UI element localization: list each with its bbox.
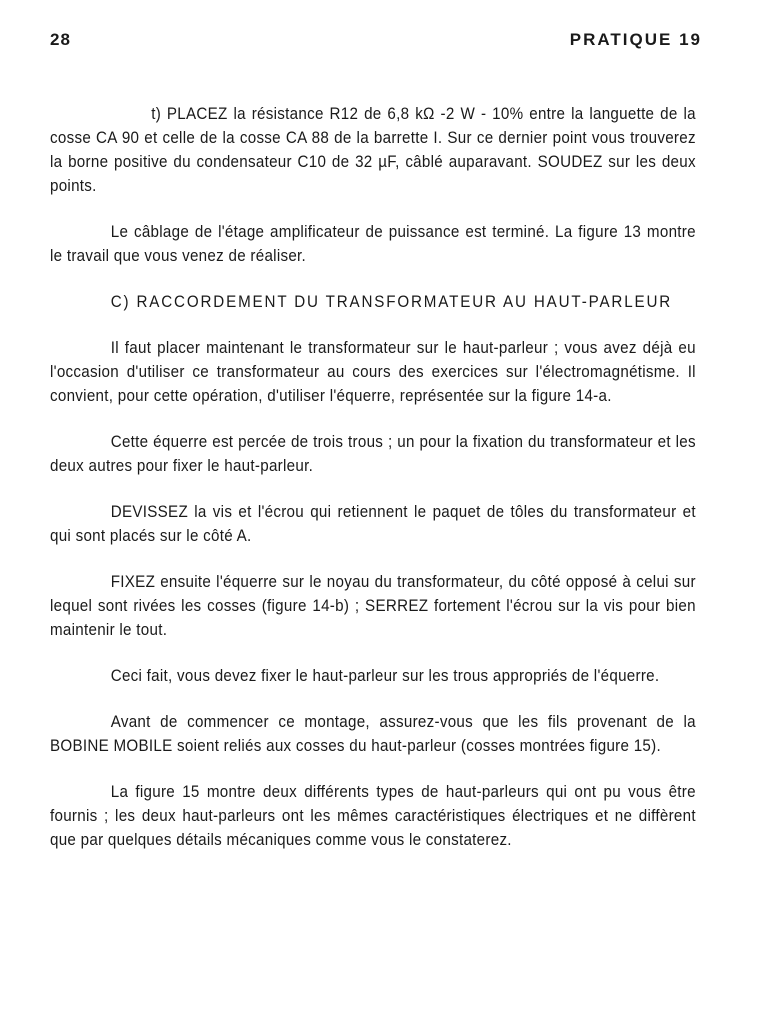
paragraph-unscrew: DEVISSEZ la vis et l'écrou qui retiennent le paquet de tôles du transformateur et qui sont placés sur le côté A. <box>50 503 696 545</box>
running-title: PRATIQUE 19 <box>569 30 702 49</box>
paragraph-fix-bracket: FIXEZ ensuite l'équerre sur le noyau du transformateur, du côté opposé à celui sur lequel sont rivées les cosses (figure 14-b) ; SERREZ fortement l'écrou sur la vis pour bien maintenir le tout. <box>50 573 696 639</box>
paragraph-fix-speaker: Ceci fait, vous devez fixer le haut-parleur sur les trous appropriés de l'équerre. <box>110 667 660 685</box>
section-heading-c: C) RACCORDEMENT DU TRANSFORMATEUR AU HAUT-PARLEUR <box>110 293 673 311</box>
paragraph-speaker-types: La figure 15 montre deux différents types de haut-parleurs qui ont pu vous être fournis ; les deux haut-parleurs ont les mêmes caractéristiques électriques et ne diffèrent que par quelques détails mécaniques comme vous le constaterez. <box>50 783 696 849</box>
paragraph-bracket-holes: Cette équerre est percée de trois trous ; un pour la fixation du transformateur et les deux autres pour fixer le haut-parleur. <box>50 433 696 475</box>
paragraph-cabling-done: Le câblage de l'étage amplificateur de puissance est terminé. La figure 13 montre le travail que vous venez de réaliser. <box>50 223 696 265</box>
paragraph-step-t: t) PLACEZ la résistance R12 de 6,8 kΩ -2 W - 10% entre la languette de la cosse CA 90 et celle de la cosse CA 88 de la barrette I. Sur ce dernier point vous trouverez la borne positive du condensateur C10 de 32 µF, câblé auparavant. SOUDEZ sur les deux points. <box>50 105 696 195</box>
paragraph-coil-wires: Avant de commencer ce montage, assurez-vous que les fils provenant de la BOBINE MOBILE soient reliés aux cosses du haut-parleur (cosses montrées figure 15). <box>50 713 696 755</box>
paragraph-place-transformer: Il faut placer maintenant le transformateur sur le haut-parleur ; vous avez déjà eu l'occasion d'utiliser ce transformateur au cours des exercices sur l'électromagnétisme. Il convient, pour cette opération, d'utiliser l'équerre, représentée sur la figure 14-a. <box>50 339 696 405</box>
page-number: 28 <box>50 30 71 49</box>
document-body <box>50 102 696 874</box>
